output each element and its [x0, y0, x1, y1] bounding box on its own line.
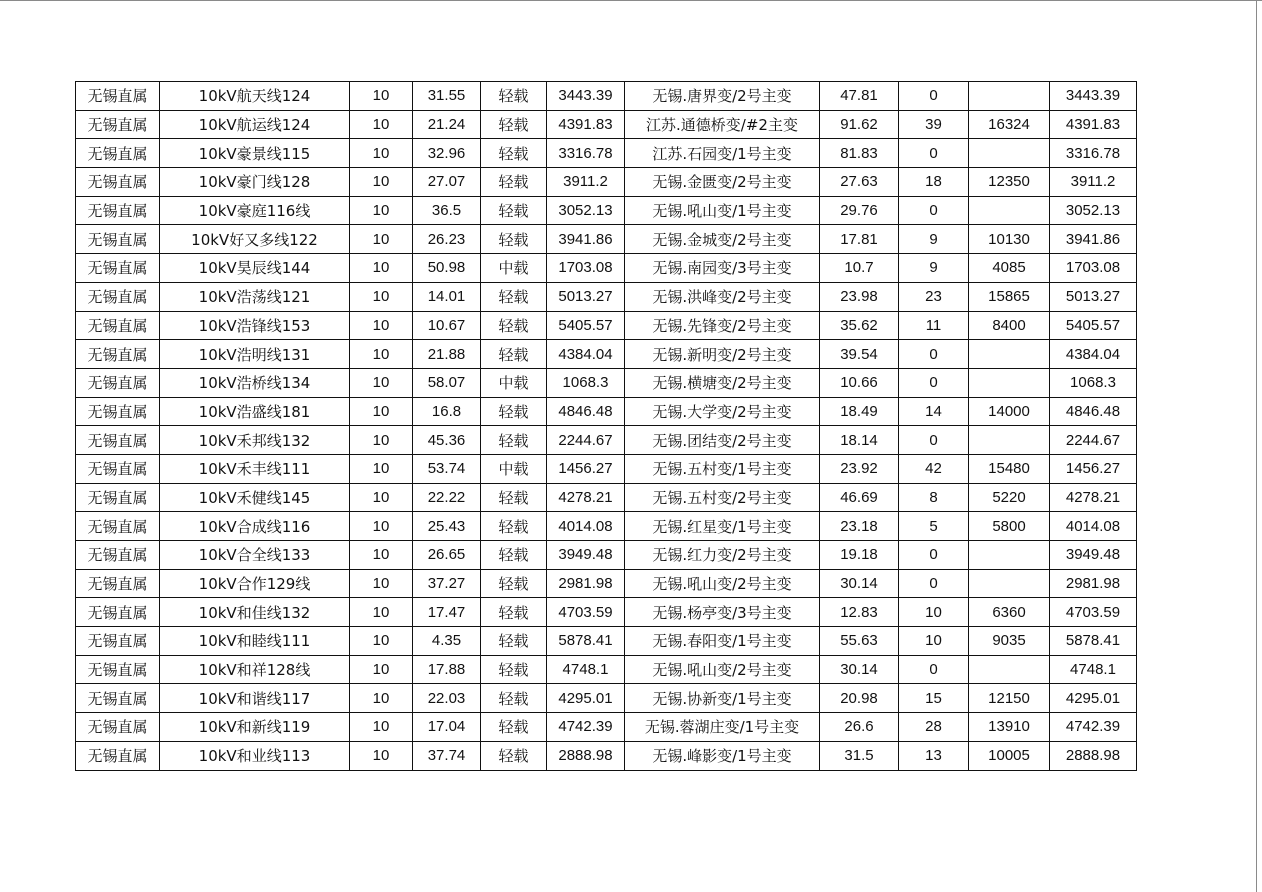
table-row — [76, 225, 1137, 254]
count-cell: 10 — [899, 598, 969, 627]
available-capacity-cell: 3941.86 — [547, 225, 625, 254]
substation-transformer-cell: 江苏.通德桥变/#2主变 — [625, 110, 820, 139]
available-capacity-cell: 2244.67 — [547, 426, 625, 455]
available-capacity-cell: 3443.39 — [547, 82, 625, 111]
available-capacity-cell: 2888.98 — [547, 741, 625, 770]
table-row — [76, 397, 1137, 426]
capacity-cell: 16324 — [969, 110, 1050, 139]
transformer-load-rate-cell: 81.83 — [820, 139, 899, 168]
company-cell: 无锡直属 — [76, 454, 160, 483]
table-row — [76, 741, 1137, 770]
feeder-line-cell: 10kV合全线133 — [160, 541, 350, 570]
count-cell: 14 — [899, 397, 969, 426]
load-rate-cell: 14.01 — [413, 282, 481, 311]
feeder-load-table — [75, 81, 1137, 771]
load-rate-cell: 4.35 — [413, 627, 481, 656]
remaining-capacity-cell: 1068.3 — [1050, 368, 1137, 397]
table-row — [76, 713, 1137, 742]
load-rate-cell: 36.5 — [413, 196, 481, 225]
voltage-cell: 10 — [350, 311, 413, 340]
substation-transformer-cell: 无锡.峰影变/1号主变 — [625, 741, 820, 770]
load-status-cell: 轻载 — [481, 512, 547, 541]
load-status-cell: 轻载 — [481, 655, 547, 684]
voltage-cell: 10 — [350, 512, 413, 541]
load-status-cell: 轻载 — [481, 139, 547, 168]
feeder-line-cell: 10kV航天线124 — [160, 82, 350, 111]
voltage-cell: 10 — [350, 741, 413, 770]
page-right-border — [1256, 0, 1257, 892]
count-cell: 10 — [899, 627, 969, 656]
count-cell: 23 — [899, 282, 969, 311]
feeder-line-cell: 10kV昊辰线144 — [160, 254, 350, 283]
available-capacity-cell: 4748.1 — [547, 655, 625, 684]
available-capacity-cell: 1456.27 — [547, 454, 625, 483]
substation-transformer-cell: 无锡.五村变/1号主变 — [625, 454, 820, 483]
count-cell: 0 — [899, 569, 969, 598]
capacity-cell: 5800 — [969, 512, 1050, 541]
load-rate-cell: 26.65 — [413, 541, 481, 570]
transformer-load-rate-cell: 23.92 — [820, 454, 899, 483]
transformer-load-rate-cell: 17.81 — [820, 225, 899, 254]
remaining-capacity-cell: 3911.2 — [1050, 168, 1137, 197]
capacity-cell — [969, 655, 1050, 684]
table-row — [76, 569, 1137, 598]
table-row — [76, 426, 1137, 455]
table-row — [76, 454, 1137, 483]
load-status-cell: 轻载 — [481, 713, 547, 742]
feeder-line-cell: 10kV合作129线 — [160, 569, 350, 598]
company-cell: 无锡直属 — [76, 368, 160, 397]
available-capacity-cell: 5405.57 — [547, 311, 625, 340]
voltage-cell: 10 — [350, 713, 413, 742]
remaining-capacity-cell: 4703.59 — [1050, 598, 1137, 627]
count-cell: 9 — [899, 254, 969, 283]
load-status-cell: 中载 — [481, 454, 547, 483]
voltage-cell: 10 — [350, 282, 413, 311]
capacity-cell: 13910 — [969, 713, 1050, 742]
feeder-line-cell: 10kV浩锋线153 — [160, 311, 350, 340]
feeder-line-cell: 10kV好又多线122 — [160, 225, 350, 254]
count-cell: 0 — [899, 541, 969, 570]
feeder-line-cell: 10kV和佳线132 — [160, 598, 350, 627]
remaining-capacity-cell: 4384.04 — [1050, 340, 1137, 369]
transformer-load-rate-cell: 19.18 — [820, 541, 899, 570]
voltage-cell: 10 — [350, 168, 413, 197]
load-rate-cell: 50.98 — [413, 254, 481, 283]
substation-transformer-cell: 无锡.金城变/2号主变 — [625, 225, 820, 254]
load-rate-cell: 26.23 — [413, 225, 481, 254]
substation-transformer-cell: 无锡.吼山变/2号主变 — [625, 655, 820, 684]
table-row — [76, 541, 1137, 570]
transformer-load-rate-cell: 39.54 — [820, 340, 899, 369]
page-top-border — [0, 0, 1262, 1]
available-capacity-cell: 2981.98 — [547, 569, 625, 598]
load-status-cell: 轻载 — [481, 168, 547, 197]
substation-transformer-cell: 无锡.蓉湖庄变/1号主变 — [625, 713, 820, 742]
transformer-load-rate-cell: 27.63 — [820, 168, 899, 197]
transformer-load-rate-cell: 29.76 — [820, 196, 899, 225]
load-status-cell: 轻载 — [481, 569, 547, 598]
voltage-cell: 10 — [350, 340, 413, 369]
capacity-cell: 10130 — [969, 225, 1050, 254]
company-cell: 无锡直属 — [76, 282, 160, 311]
capacity-cell — [969, 426, 1050, 455]
capacity-cell: 6360 — [969, 598, 1050, 627]
feeder-line-cell: 10kV浩明线131 — [160, 340, 350, 369]
count-cell: 39 — [899, 110, 969, 139]
feeder-line-cell: 10kV合成线116 — [160, 512, 350, 541]
load-rate-cell: 22.03 — [413, 684, 481, 713]
transformer-load-rate-cell: 10.66 — [820, 368, 899, 397]
feeder-line-cell: 10kV禾邦线132 — [160, 426, 350, 455]
available-capacity-cell: 4295.01 — [547, 684, 625, 713]
table-row — [76, 311, 1137, 340]
voltage-cell: 10 — [350, 110, 413, 139]
voltage-cell: 10 — [350, 368, 413, 397]
transformer-load-rate-cell: 20.98 — [820, 684, 899, 713]
substation-transformer-cell: 无锡.红星变/1号主变 — [625, 512, 820, 541]
capacity-cell: 8400 — [969, 311, 1050, 340]
load-rate-cell: 53.74 — [413, 454, 481, 483]
transformer-load-rate-cell: 26.6 — [820, 713, 899, 742]
count-cell: 9 — [899, 225, 969, 254]
load-status-cell: 轻载 — [481, 340, 547, 369]
capacity-cell — [969, 368, 1050, 397]
available-capacity-cell: 3911.2 — [547, 168, 625, 197]
remaining-capacity-cell: 1456.27 — [1050, 454, 1137, 483]
substation-transformer-cell: 无锡.团结变/2号主变 — [625, 426, 820, 455]
substation-transformer-cell: 无锡.红力变/2号主变 — [625, 541, 820, 570]
feeder-line-cell: 10kV禾健线145 — [160, 483, 350, 512]
substation-transformer-cell: 无锡.五村变/2号主变 — [625, 483, 820, 512]
company-cell: 无锡直属 — [76, 426, 160, 455]
load-status-cell: 轻载 — [481, 282, 547, 311]
load-rate-cell: 27.07 — [413, 168, 481, 197]
count-cell: 0 — [899, 368, 969, 397]
voltage-cell: 10 — [350, 196, 413, 225]
remaining-capacity-cell: 2888.98 — [1050, 741, 1137, 770]
company-cell: 无锡直属 — [76, 741, 160, 770]
company-cell: 无锡直属 — [76, 627, 160, 656]
company-cell: 无锡直属 — [76, 82, 160, 111]
table-row — [76, 512, 1137, 541]
voltage-cell: 10 — [350, 569, 413, 598]
load-status-cell: 轻载 — [481, 741, 547, 770]
count-cell: 8 — [899, 483, 969, 512]
capacity-cell: 10005 — [969, 741, 1050, 770]
load-status-cell: 轻载 — [481, 627, 547, 656]
company-cell: 无锡直属 — [76, 254, 160, 283]
capacity-cell: 15865 — [969, 282, 1050, 311]
remaining-capacity-cell: 2244.67 — [1050, 426, 1137, 455]
transformer-load-rate-cell: 30.14 — [820, 655, 899, 684]
transformer-load-rate-cell: 46.69 — [820, 483, 899, 512]
feeder-line-cell: 10kV浩桥线134 — [160, 368, 350, 397]
voltage-cell: 10 — [350, 541, 413, 570]
company-cell: 无锡直属 — [76, 340, 160, 369]
remaining-capacity-cell: 5878.41 — [1050, 627, 1137, 656]
company-cell: 无锡直属 — [76, 397, 160, 426]
count-cell: 0 — [899, 655, 969, 684]
feeder-line-cell: 10kV和业线113 — [160, 741, 350, 770]
load-status-cell: 轻载 — [481, 82, 547, 111]
substation-transformer-cell: 无锡.吼山变/2号主变 — [625, 569, 820, 598]
load-status-cell: 轻载 — [481, 684, 547, 713]
substation-transformer-cell: 无锡.新明变/2号主变 — [625, 340, 820, 369]
load-status-cell: 轻载 — [481, 225, 547, 254]
feeder-line-cell: 10kV浩荡线121 — [160, 282, 350, 311]
load-status-cell: 轻载 — [481, 426, 547, 455]
available-capacity-cell: 3949.48 — [547, 541, 625, 570]
capacity-cell: 12350 — [969, 168, 1050, 197]
load-rate-cell: 37.27 — [413, 569, 481, 598]
load-rate-cell: 25.43 — [413, 512, 481, 541]
remaining-capacity-cell: 4748.1 — [1050, 655, 1137, 684]
load-rate-cell: 17.04 — [413, 713, 481, 742]
load-status-cell: 中载 — [481, 254, 547, 283]
transformer-load-rate-cell: 30.14 — [820, 569, 899, 598]
substation-transformer-cell: 无锡.春阳变/1号主变 — [625, 627, 820, 656]
substation-transformer-cell: 无锡.协新变/1号主变 — [625, 684, 820, 713]
transformer-load-rate-cell: 23.98 — [820, 282, 899, 311]
load-rate-cell: 45.36 — [413, 426, 481, 455]
feeder-line-cell: 10kV和祥128线 — [160, 655, 350, 684]
feeder-line-cell: 10kV浩盛线181 — [160, 397, 350, 426]
remaining-capacity-cell: 4278.21 — [1050, 483, 1137, 512]
transformer-load-rate-cell: 18.49 — [820, 397, 899, 426]
company-cell: 无锡直属 — [76, 139, 160, 168]
available-capacity-cell: 3316.78 — [547, 139, 625, 168]
remaining-capacity-cell: 3316.78 — [1050, 139, 1137, 168]
voltage-cell: 10 — [350, 483, 413, 512]
table-row — [76, 168, 1137, 197]
table-row — [76, 655, 1137, 684]
load-status-cell: 轻载 — [481, 598, 547, 627]
company-cell: 无锡直属 — [76, 168, 160, 197]
load-status-cell: 轻载 — [481, 541, 547, 570]
feeder-line-cell: 10kV和谐线117 — [160, 684, 350, 713]
table-row — [76, 254, 1137, 283]
substation-transformer-cell: 无锡.金匮变/2号主变 — [625, 168, 820, 197]
table-row — [76, 196, 1137, 225]
load-rate-cell: 58.07 — [413, 368, 481, 397]
transformer-load-rate-cell: 23.18 — [820, 512, 899, 541]
capacity-cell — [969, 340, 1050, 369]
capacity-cell — [969, 196, 1050, 225]
transformer-load-rate-cell: 10.7 — [820, 254, 899, 283]
remaining-capacity-cell: 1703.08 — [1050, 254, 1137, 283]
table-row — [76, 282, 1137, 311]
count-cell: 0 — [899, 426, 969, 455]
load-rate-cell: 17.47 — [413, 598, 481, 627]
available-capacity-cell: 1703.08 — [547, 254, 625, 283]
load-status-cell: 轻载 — [481, 110, 547, 139]
remaining-capacity-cell: 3443.39 — [1050, 82, 1137, 111]
voltage-cell: 10 — [350, 139, 413, 168]
capacity-cell: 9035 — [969, 627, 1050, 656]
capacity-cell: 15480 — [969, 454, 1050, 483]
capacity-cell: 4085 — [969, 254, 1050, 283]
voltage-cell: 10 — [350, 684, 413, 713]
capacity-cell: 5220 — [969, 483, 1050, 512]
feeder-line-cell: 10kV和睦线111 — [160, 627, 350, 656]
count-cell: 0 — [899, 139, 969, 168]
company-cell: 无锡直属 — [76, 684, 160, 713]
transformer-load-rate-cell: 35.62 — [820, 311, 899, 340]
company-cell: 无锡直属 — [76, 512, 160, 541]
company-cell: 无锡直属 — [76, 569, 160, 598]
table-row — [76, 598, 1137, 627]
available-capacity-cell: 3052.13 — [547, 196, 625, 225]
load-rate-cell: 37.74 — [413, 741, 481, 770]
capacity-cell: 14000 — [969, 397, 1050, 426]
available-capacity-cell: 4014.08 — [547, 512, 625, 541]
load-status-cell: 轻载 — [481, 397, 547, 426]
company-cell: 无锡直属 — [76, 196, 160, 225]
table-row — [76, 483, 1137, 512]
feeder-line-cell: 10kV豪景线115 — [160, 139, 350, 168]
load-rate-cell: 21.24 — [413, 110, 481, 139]
remaining-capacity-cell: 4846.48 — [1050, 397, 1137, 426]
remaining-capacity-cell: 3052.13 — [1050, 196, 1137, 225]
load-status-cell: 轻载 — [481, 483, 547, 512]
available-capacity-cell: 4391.83 — [547, 110, 625, 139]
count-cell: 18 — [899, 168, 969, 197]
available-capacity-cell: 4384.04 — [547, 340, 625, 369]
remaining-capacity-cell: 2981.98 — [1050, 569, 1137, 598]
load-rate-cell: 16.8 — [413, 397, 481, 426]
available-capacity-cell: 1068.3 — [547, 368, 625, 397]
company-cell: 无锡直属 — [76, 655, 160, 684]
count-cell: 42 — [899, 454, 969, 483]
substation-transformer-cell: 无锡.唐界变/2号主变 — [625, 82, 820, 111]
voltage-cell: 10 — [350, 397, 413, 426]
available-capacity-cell: 4703.59 — [547, 598, 625, 627]
voltage-cell: 10 — [350, 598, 413, 627]
remaining-capacity-cell: 3949.48 — [1050, 541, 1137, 570]
company-cell: 无锡直属 — [76, 225, 160, 254]
table-body — [76, 82, 1137, 771]
capacity-cell — [969, 541, 1050, 570]
table-row — [76, 684, 1137, 713]
available-capacity-cell: 4742.39 — [547, 713, 625, 742]
remaining-capacity-cell: 4742.39 — [1050, 713, 1137, 742]
available-capacity-cell: 4278.21 — [547, 483, 625, 512]
table-row — [76, 139, 1137, 168]
company-cell: 无锡直属 — [76, 713, 160, 742]
count-cell: 13 — [899, 741, 969, 770]
load-rate-cell: 32.96 — [413, 139, 481, 168]
capacity-cell — [969, 139, 1050, 168]
load-rate-cell: 21.88 — [413, 340, 481, 369]
count-cell: 0 — [899, 196, 969, 225]
load-rate-cell: 17.88 — [413, 655, 481, 684]
remaining-capacity-cell: 4295.01 — [1050, 684, 1137, 713]
capacity-cell — [969, 82, 1050, 111]
voltage-cell: 10 — [350, 627, 413, 656]
company-cell: 无锡直属 — [76, 311, 160, 340]
transformer-load-rate-cell: 31.5 — [820, 741, 899, 770]
remaining-capacity-cell: 4014.08 — [1050, 512, 1137, 541]
voltage-cell: 10 — [350, 454, 413, 483]
capacity-cell: 12150 — [969, 684, 1050, 713]
table-row — [76, 368, 1137, 397]
company-cell: 无锡直属 — [76, 110, 160, 139]
remaining-capacity-cell: 3941.86 — [1050, 225, 1137, 254]
voltage-cell: 10 — [350, 82, 413, 111]
feeder-line-cell: 10kV航运线124 — [160, 110, 350, 139]
count-cell: 5 — [899, 512, 969, 541]
remaining-capacity-cell: 5013.27 — [1050, 282, 1137, 311]
company-cell: 无锡直属 — [76, 541, 160, 570]
count-cell: 28 — [899, 713, 969, 742]
load-status-cell: 中载 — [481, 368, 547, 397]
voltage-cell: 10 — [350, 254, 413, 283]
substation-transformer-cell: 无锡.南园变/3号主变 — [625, 254, 820, 283]
count-cell: 0 — [899, 82, 969, 111]
remaining-capacity-cell: 4391.83 — [1050, 110, 1137, 139]
table-row — [76, 82, 1137, 111]
feeder-line-cell: 10kV豪庭116线 — [160, 196, 350, 225]
load-rate-cell: 31.55 — [413, 82, 481, 111]
substation-transformer-cell: 江苏.石园变/1号主变 — [625, 139, 820, 168]
table-row — [76, 627, 1137, 656]
substation-transformer-cell: 无锡.洪峰变/2号主变 — [625, 282, 820, 311]
transformer-load-rate-cell: 55.63 — [820, 627, 899, 656]
table-row — [76, 110, 1137, 139]
load-status-cell: 轻载 — [481, 196, 547, 225]
transformer-load-rate-cell: 18.14 — [820, 426, 899, 455]
voltage-cell: 10 — [350, 225, 413, 254]
available-capacity-cell: 5878.41 — [547, 627, 625, 656]
voltage-cell: 10 — [350, 655, 413, 684]
count-cell: 11 — [899, 311, 969, 340]
voltage-cell: 10 — [350, 426, 413, 455]
available-capacity-cell: 5013.27 — [547, 282, 625, 311]
transformer-load-rate-cell: 91.62 — [820, 110, 899, 139]
remaining-capacity-cell: 5405.57 — [1050, 311, 1137, 340]
substation-transformer-cell: 无锡.杨亭变/3号主变 — [625, 598, 820, 627]
transformer-load-rate-cell: 47.81 — [820, 82, 899, 111]
load-rate-cell: 10.67 — [413, 311, 481, 340]
feeder-line-cell: 10kV豪门线128 — [160, 168, 350, 197]
feeder-line-cell: 10kV和新线119 — [160, 713, 350, 742]
transformer-load-rate-cell: 12.83 — [820, 598, 899, 627]
table-row — [76, 340, 1137, 369]
load-rate-cell: 22.22 — [413, 483, 481, 512]
load-status-cell: 轻载 — [481, 311, 547, 340]
company-cell: 无锡直属 — [76, 598, 160, 627]
substation-transformer-cell: 无锡.大学变/2号主变 — [625, 397, 820, 426]
count-cell: 0 — [899, 340, 969, 369]
substation-transformer-cell: 无锡.先锋变/2号主变 — [625, 311, 820, 340]
feeder-line-cell: 10kV禾丰线111 — [160, 454, 350, 483]
capacity-cell — [969, 569, 1050, 598]
substation-transformer-cell: 无锡.横塘变/2号主变 — [625, 368, 820, 397]
company-cell: 无锡直属 — [76, 483, 160, 512]
count-cell: 15 — [899, 684, 969, 713]
available-capacity-cell: 4846.48 — [547, 397, 625, 426]
substation-transformer-cell: 无锡.吼山变/1号主变 — [625, 196, 820, 225]
